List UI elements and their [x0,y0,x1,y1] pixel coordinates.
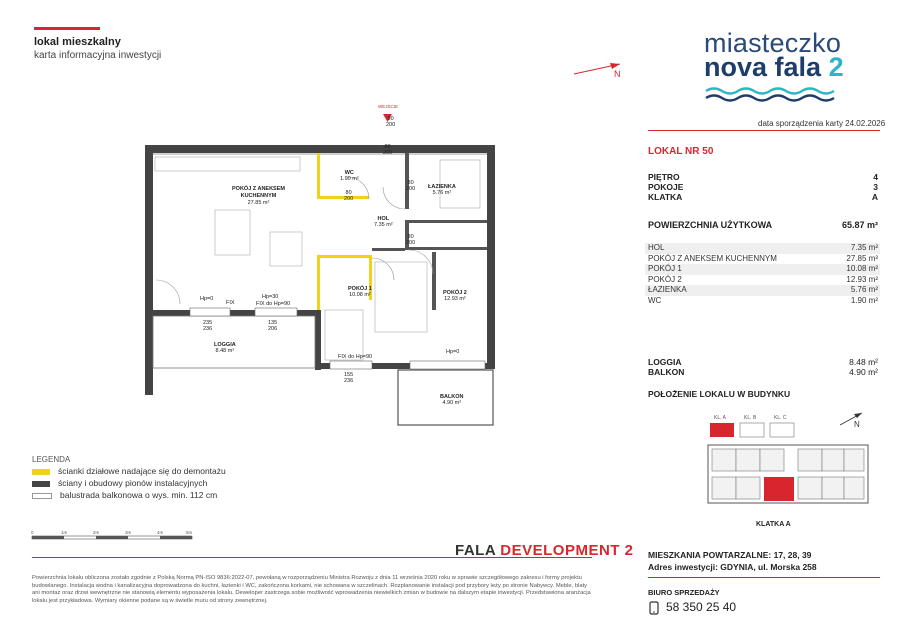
window-note-hp30: Hp=30 [262,294,279,300]
contact-accent-bar [648,577,880,578]
list-item: HOL 7.35 m² [645,243,880,254]
svg-text:0: 0 [31,530,34,535]
header-accent-bar [34,27,100,30]
legend-item-railing: balustrada balkonowa o wys. min. 112 cm [32,490,217,500]
svg-text:2m: 2m [93,530,100,535]
klatka-caption: KLATKA A [756,521,791,528]
sales-office-label: BIURO SPRZEDAŻY [648,588,720,597]
repeat-units: MIESZKANIA POWTARZALNE: 17, 28, 39 [648,550,812,560]
room-label-room2: POKÓJ 2 12.93 m² [443,290,467,302]
dim-label: 80 200 [383,144,393,156]
dim-label: 90 200 [386,116,396,128]
svg-text:4m: 4m [157,530,164,535]
svg-text:1m: 1m [61,530,68,535]
room-label-bathroom: ŁAZIENKA 5.76 m² [428,184,456,196]
dim-label: 235 236 [203,320,213,332]
logo-waves-icon [704,86,844,104]
dim-label: 155 236 [344,372,354,384]
sales-phone[interactable]: 58 350 25 40 [666,600,737,614]
klatka-c-label: KL. C [774,415,787,421]
room-label-balcony: BALKON 4.90 m² [440,394,464,406]
date-line: data sporządzenia karty 24.02.2026 [758,119,886,128]
klatka-a-label: KL. A [714,415,726,421]
rooms-row: POKOJE 3 [648,182,878,192]
svg-text:N: N [854,420,860,429]
klatka-b-label: KL. B [744,415,757,421]
svg-text:5m: 5m [186,530,193,535]
north-letter: N [614,69,621,79]
window-note-fix-hp90-2: FIX do Hp=90 [338,354,373,360]
list-item: POKÓJ 1 10.08 m² [645,264,880,275]
room-area-list [645,243,880,306]
investment-address: Adres inwestycji: GDYNIA, ul. Morska 258 [648,562,817,572]
panel-accent-bar [648,130,880,131]
window-note-fix: FIX [226,300,235,306]
floor-row: PIĘTRO 4 [648,172,878,182]
building-position-map [700,405,880,535]
window-note-hp0-2: Hp=0 [446,349,460,355]
area-row: POWIERZCHNIA UŻYTKOWA 65.87 m² [648,220,878,230]
legend-item-walls: ściany i obudowy pionów instalacyjnych [32,478,207,488]
room-label-hall: HOL 7.35 m² [374,216,393,228]
floor-plan [140,100,510,430]
scale-bar [30,528,200,544]
dim-label: 135 206 [268,320,278,332]
north-arrow-icon [570,58,630,82]
list-item: POKÓJ 2 12.93 m² [648,274,878,284]
legend-title: LEGENDA [32,455,71,464]
list-item: ŁAZIENKA 5.76 m² [645,285,880,296]
loggia-row: LOGGIA 8.48 m² [648,357,878,367]
room-label-wc: WC 1.90 m² [340,170,359,182]
disclaimer-text: Powierzchnia lokalu obliczona zostało zgodnie z Polską Normą PN-ISO 9836:2022-07, pewołaną w rozporządzeniu Ministra Rozwoju z dnia 11 września 2020 roku w sprawie szczegółowego zakresu i formy projektu budowlanego. Instalacja wodna i kanalizacyjna doprowadzona do kuchni, łazienki i WC, zakończona korkami, nie schowana w szczelinach. Rozplanowanie instalacji pod przybory leży po stronie Nabywcy. Meble, blaty ani montaż oraz drzwi wewnętrzne nie stanowią elementu wyposażenia lokalu. Deweloper zastrzega sobie możliwość wprowadzenia niewielkich zmian w budowie na dalszym etapie inwestycji. Przedstawiona aranżacja lokalu jest przykładowa. Wymiary okienne podane są w świetle muru od strony zewnętrznej. [32,575,591,604]
position-title: POŁOŻENIE LOKALU W BUDYNKU [648,389,791,399]
window-note-hp0: Hp=0 [200,296,214,302]
dim-label: 80 200 [406,234,416,246]
logo-line2: nova fala 2 [704,52,844,82]
room-label-kitchen: POKÓJ Z ANEKSEM KUCHENNYM 27.85 m² [232,186,285,206]
phone-icon [648,601,660,615]
entry-label: WEJŚCIE [378,104,399,109]
logo-line1: miasteczko [704,28,842,58]
list-item: WC 1.90 m² [648,295,878,305]
window-note-fix-hp90: FIX do Hp=90 [256,301,291,307]
room-label-room1: POKÓJ 1 10.08 m² [348,286,372,298]
legend-item-demolish: ścianki działowe nadające się do demontażu [32,466,226,476]
lokal-title: LOKAL NR 50 [648,146,714,157]
document-title: lokal mieszkalny [34,36,121,48]
dim-label: 80 200 [344,190,354,202]
room-label-loggia: LOGGIA 8.48 m² [214,342,236,354]
stair-row: KLATKA A [648,192,878,202]
document-subtitle: karta informacyjna inwestycji [34,50,162,61]
developer-brand: FALA DEVELOPMENT 2 [455,542,634,559]
svg-text:3m: 3m [125,530,132,535]
dim-label: 80 200 [406,180,416,192]
balcony-row: BALKON 4.90 m² [648,367,878,377]
list-item: POKÓJ Z ANEKSEM KUCHENNYM 27.85 m² [648,253,878,263]
